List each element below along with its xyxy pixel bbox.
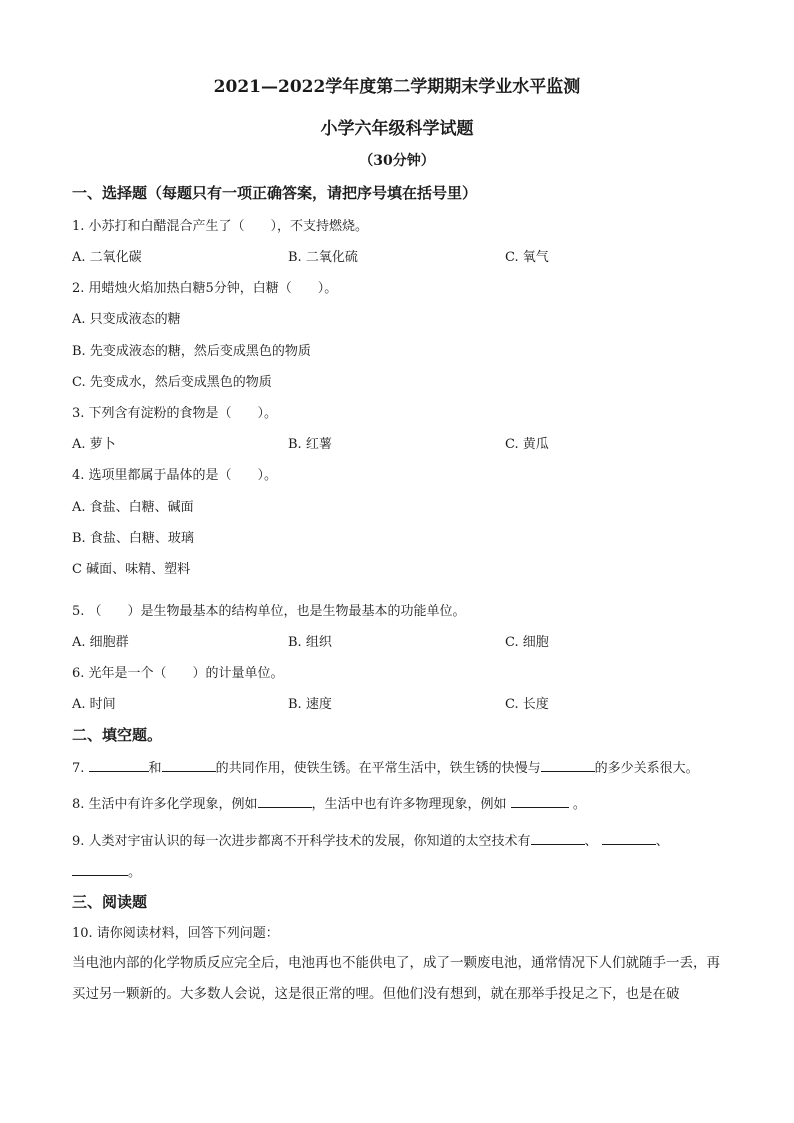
q7-text-1: 和 [148, 761, 162, 776]
q6-option-a: A. 时间 [72, 697, 116, 712]
question-2: 2. 用蜡烛火焰加热白糖5分钟，白糖（ ）。 [72, 281, 338, 296]
q8-blank-2 [511, 795, 569, 808]
q9-blank-1 [531, 832, 585, 845]
section-heading-choice: 一、选择题（每题只有一项正确答案，请把序号填在括号里） [72, 184, 478, 202]
q7-blank-1 [89, 759, 149, 772]
q5-option-b: B. 组织 [288, 635, 332, 650]
exam-title: 2021—2022学年度第二学期期末学业水平监测 [213, 77, 581, 97]
question-10: 10. 请你阅读材料，回答下列问题： [72, 926, 279, 941]
q6-option-c: C. 长度 [505, 697, 549, 712]
q4-option-a: A. 食盐、白糖、碱面 [72, 500, 194, 515]
q2-option-b: B. 先变成液态的糖，然后变成黑色的物质 [72, 344, 311, 359]
q7-number: 7. [72, 761, 89, 776]
q4-option-c: C 碱面、味精、塑料 [72, 562, 191, 577]
exam-duration: （30分钟） [359, 153, 435, 169]
q1-option-b: B. 二氧化硫 [288, 250, 358, 265]
q1-option-a: A. 二氧化碳 [72, 250, 142, 265]
q7-text-2: 的共同作用，使铁生锈。在平常生活中，铁生锈的快慢与 [215, 761, 541, 776]
q1-option-c: C. 氧气 [505, 250, 549, 265]
q5-option-c: C. 细胞 [505, 635, 549, 650]
q8-text-1: 8. 生活中有许多化学现象，例如 [72, 797, 258, 812]
question-3: 3. 下列含有淀粉的食物是（ ）。 [72, 406, 278, 421]
question-9-continued [72, 861, 141, 880]
q7-blank-3 [541, 759, 595, 772]
q8-blank-1 [258, 795, 312, 808]
q7-blank-2 [162, 759, 216, 772]
q9-text-3: 、 [655, 834, 669, 849]
question-6: 6. 光年是一个（ ）的计量单位。 [72, 666, 284, 681]
section-heading-reading: 三、阅读题 [72, 893, 148, 911]
exam-subtitle: 小学六年级科学试题 [320, 119, 474, 139]
q6-option-b: B. 速度 [288, 697, 332, 712]
reading-passage: 当电池内部的化学物质反应完全后，电池再也不能供电了，成了一颗废电池，通常情况下人们就随手一丢，再买过另一颗新的。大多数人会说，这是很正常的哩。但他们没有想到，就在那举手投足之下，也是在破 [72, 955, 720, 1002]
q3-option-c: C. 黄瓜 [505, 437, 549, 452]
question-9 [72, 830, 669, 849]
q9-text-1: 9. 人类对宇宙认识的每一次进步都离不开科学技术的发展，你知道的太空技术有 [72, 834, 531, 849]
q9-blank-3 [72, 863, 128, 876]
q2-option-a: A. 只变成液态的糖 [72, 312, 181, 327]
q9-text-2: 、 [584, 834, 602, 849]
section-heading-fill: 二、填空题。 [72, 726, 163, 744]
q9-text-4: 。 [128, 865, 142, 880]
question-1: 1. 小苏打和白醋混合产生了（ ），不支持燃烧。 [72, 219, 369, 234]
q3-option-b: B. 红薯 [288, 437, 332, 452]
q8-text-3: 。 [568, 797, 586, 812]
question-7 [72, 757, 699, 776]
q9-blank-2 [602, 832, 656, 845]
question-5: 5. （ ）是生物最基本的结构单位，也是生物最基本的功能单位。 [72, 604, 466, 619]
q5-option-a: A. 细胞群 [72, 635, 129, 650]
q7-text-3: 的多少关系很大。 [594, 761, 699, 776]
q3-option-a: A. 萝卜 [72, 437, 116, 452]
q4-option-b: B. 食盐、白糖、玻璃 [72, 531, 194, 546]
q2-option-c: C. 先变成水，然后变成黑色的物质 [72, 375, 272, 390]
question-4: 4. 选项里都属于晶体的是（ ）。 [72, 468, 278, 483]
q8-text-2: ，生活中也有许多物理现象，例如 [311, 797, 511, 812]
question-8 [72, 793, 586, 812]
